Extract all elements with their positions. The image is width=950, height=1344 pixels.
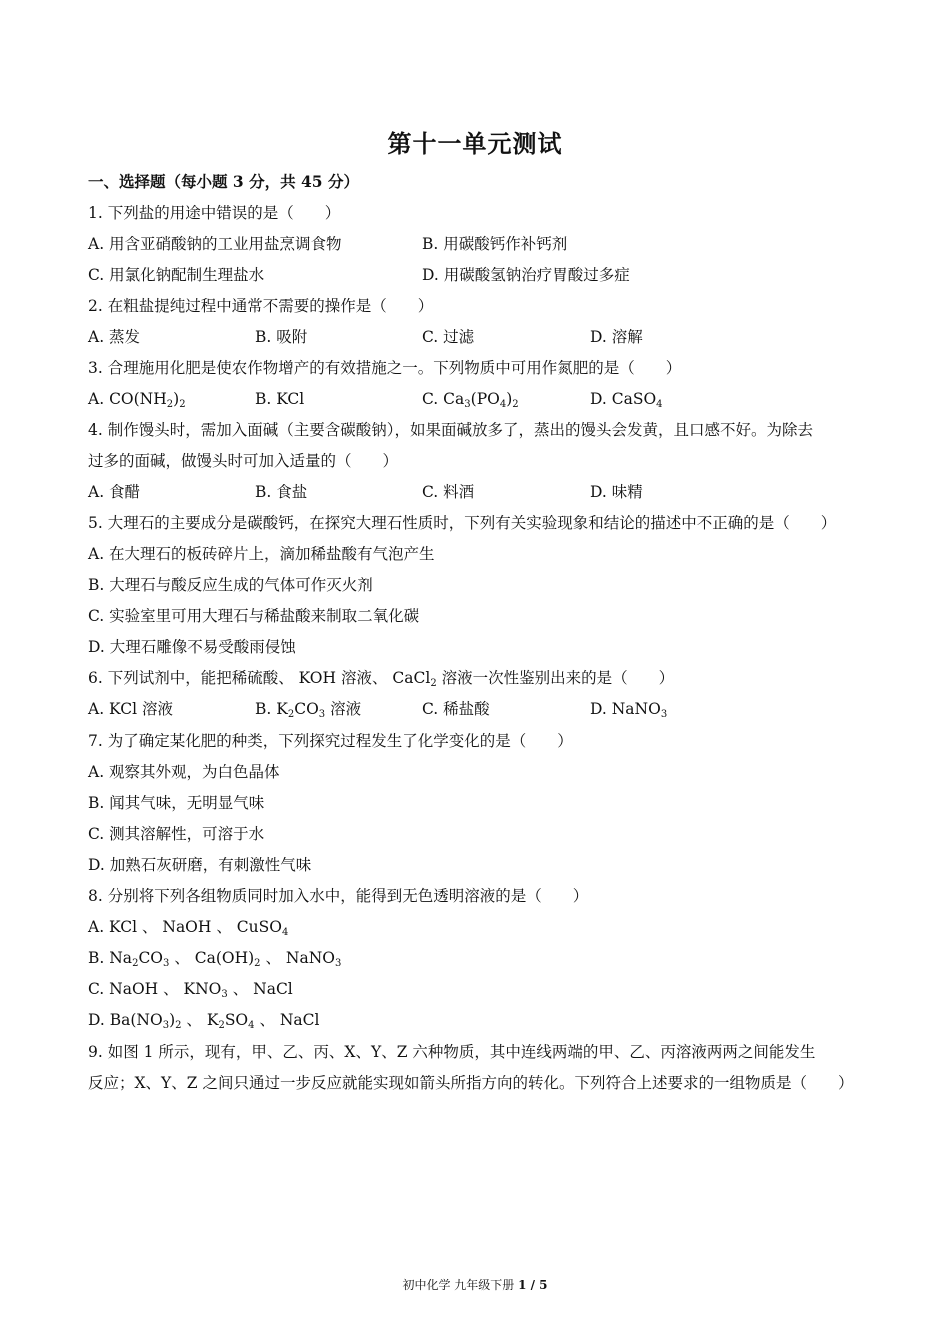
question-9-stem-line-1: 9. 如图 1 所示，现有，甲、乙、丙、X、Y、Z 六种物质，其中连线两端的甲、乙、丙溶液两两之间能发生 (88, 1043, 816, 1061)
question-2-stem: 2. 在粗盐提纯过程中通常不需要的操作是（ ） (88, 297, 434, 315)
page-title: 第十一单元测试 (387, 129, 563, 158)
question-6-option-d: D. NaNO$_3$ (590, 700, 668, 720)
page-number: 1 / 5 (518, 1278, 548, 1292)
question-7-option-a: A. 观察其外观，为白色晶体 (88, 763, 280, 781)
question-4-option-b: B. 食盐 (255, 483, 308, 501)
question-4-option-a: A. 食醋 (88, 483, 141, 501)
question-4-option-d: D. 味精 (590, 483, 643, 501)
question-1-option-b: B. 用碳酸钙作补钙剂 (422, 235, 568, 253)
question-3-option-d: D. CaSO$_4$ (590, 390, 663, 410)
question-8-option-a: A. KCl 、 NaOH 、 CuSO$_4$ (88, 918, 289, 938)
question-3-option-a: A. $CO(NH_2)_2$ (88, 390, 186, 410)
question-1-option-a: A. 用含亚硝酸钠的工业用盐烹调食物 (88, 235, 342, 253)
question-4-option-c: C. 料酒 (422, 483, 475, 501)
page-footer (0, 1276, 950, 1293)
question-4-stem-line-2: 过多的面碱，做馒头时可加入适量的（ ） (88, 452, 399, 470)
question-5-option-d: D. 大理石雕像不易受酸雨侵蚀 (88, 638, 296, 656)
question-5-option-c: C. 实验室里可用大理石与稀盐酸来制取二氧化碳 (88, 607, 420, 625)
question-3-option-b: B. KCl (255, 390, 305, 408)
question-2-option-b: B. 吸附 (255, 328, 308, 346)
question-8-option-c: C. NaOH 、 $KNO_3$ 、 NaCl (88, 980, 293, 1000)
question-1-option-d: D. 用碳酸氢钠治疗胃酸过多症 (422, 266, 630, 284)
section-heading: 一、选择题（每小题 3 分，共 45 分） (88, 172, 359, 191)
question-1-stem: 1. 下列盐的用途中错误的是（ ） (88, 204, 341, 222)
question-8-option-b: B. $Na_2CO_3$ 、 $Ca(OH)_2$ 、 NaNO$_3$ (88, 949, 342, 969)
question-7-option-d: D. 加熟石灰研磨，有刺激性气味 (88, 856, 312, 874)
question-5-option-a: A. 在大理石的板砖碎片上，滴加稀盐酸有气泡产生 (88, 545, 435, 563)
question-4-stem-line-1: 4. 制作馒头时，需加入面碱（主要含碳酸钠），如果面碱放多了，蒸出的馒头会发黄，且口感不好。为除去 (88, 421, 813, 439)
question-7-stem: 7. 为了确定某化肥的种类，下列探究过程发生了化学变化的是（ ） (88, 732, 573, 750)
question-2-option-a: A. 蒸发 (88, 328, 141, 346)
question-9-stem-line-2: 反应；X、Y、Z 之间只通过一步反应就能实现如箭头所指方向的转化。下列符合上述要求的一组物质是（ ） (88, 1074, 854, 1092)
question-6-option-c: C. 稀盐酸 (422, 700, 490, 718)
question-3-stem: 3. 合理施用化肥是使农作物增产的有效措施之一。下列物质中可用作氮肥的是（ ） (88, 359, 682, 377)
question-6-option-a: A. KCl 溶液 (88, 700, 173, 718)
question-6-stem: 6. 下列试剂中，能把稀硫酸、 KOH 溶液、 CaCl$_2$ 溶液一次性鉴别出来的是（ ） (88, 669, 675, 689)
footer-course-label: 初中化学 九年级下册 (402, 1278, 519, 1292)
question-1-option-c: C. 用氯化钠配制生理盐水 (88, 266, 265, 284)
question-2-option-d: D. 溶解 (590, 328, 643, 346)
question-5-stem: 5. 大理石的主要成分是碳酸钙，在探究大理石性质时，下列有关实验现象和结论的描述中不正确的是（ ） (88, 514, 837, 532)
question-7-option-c: C. 测其溶解性，可溶于水 (88, 825, 265, 843)
question-5-option-b: B. 大理石与酸反应生成的气体可作灭火剂 (88, 576, 373, 594)
question-2-option-c: C. 过滤 (422, 328, 475, 346)
question-8-stem: 8. 分别将下列各组物质同时加入水中，能得到无色透明溶液的是（ ） (88, 887, 589, 905)
question-6-option-b: B. $K_2CO_3$ 溶液 (255, 700, 362, 720)
question-7-option-b: B. 闻其气味，无明显气味 (88, 794, 265, 812)
question-8-option-d: D. $Ba(NO_3)_2$ 、 $K_2SO_4$ 、 NaCl (88, 1011, 320, 1031)
question-3-option-c: C. $Ca_3(PO_4)_2$ (422, 390, 519, 410)
